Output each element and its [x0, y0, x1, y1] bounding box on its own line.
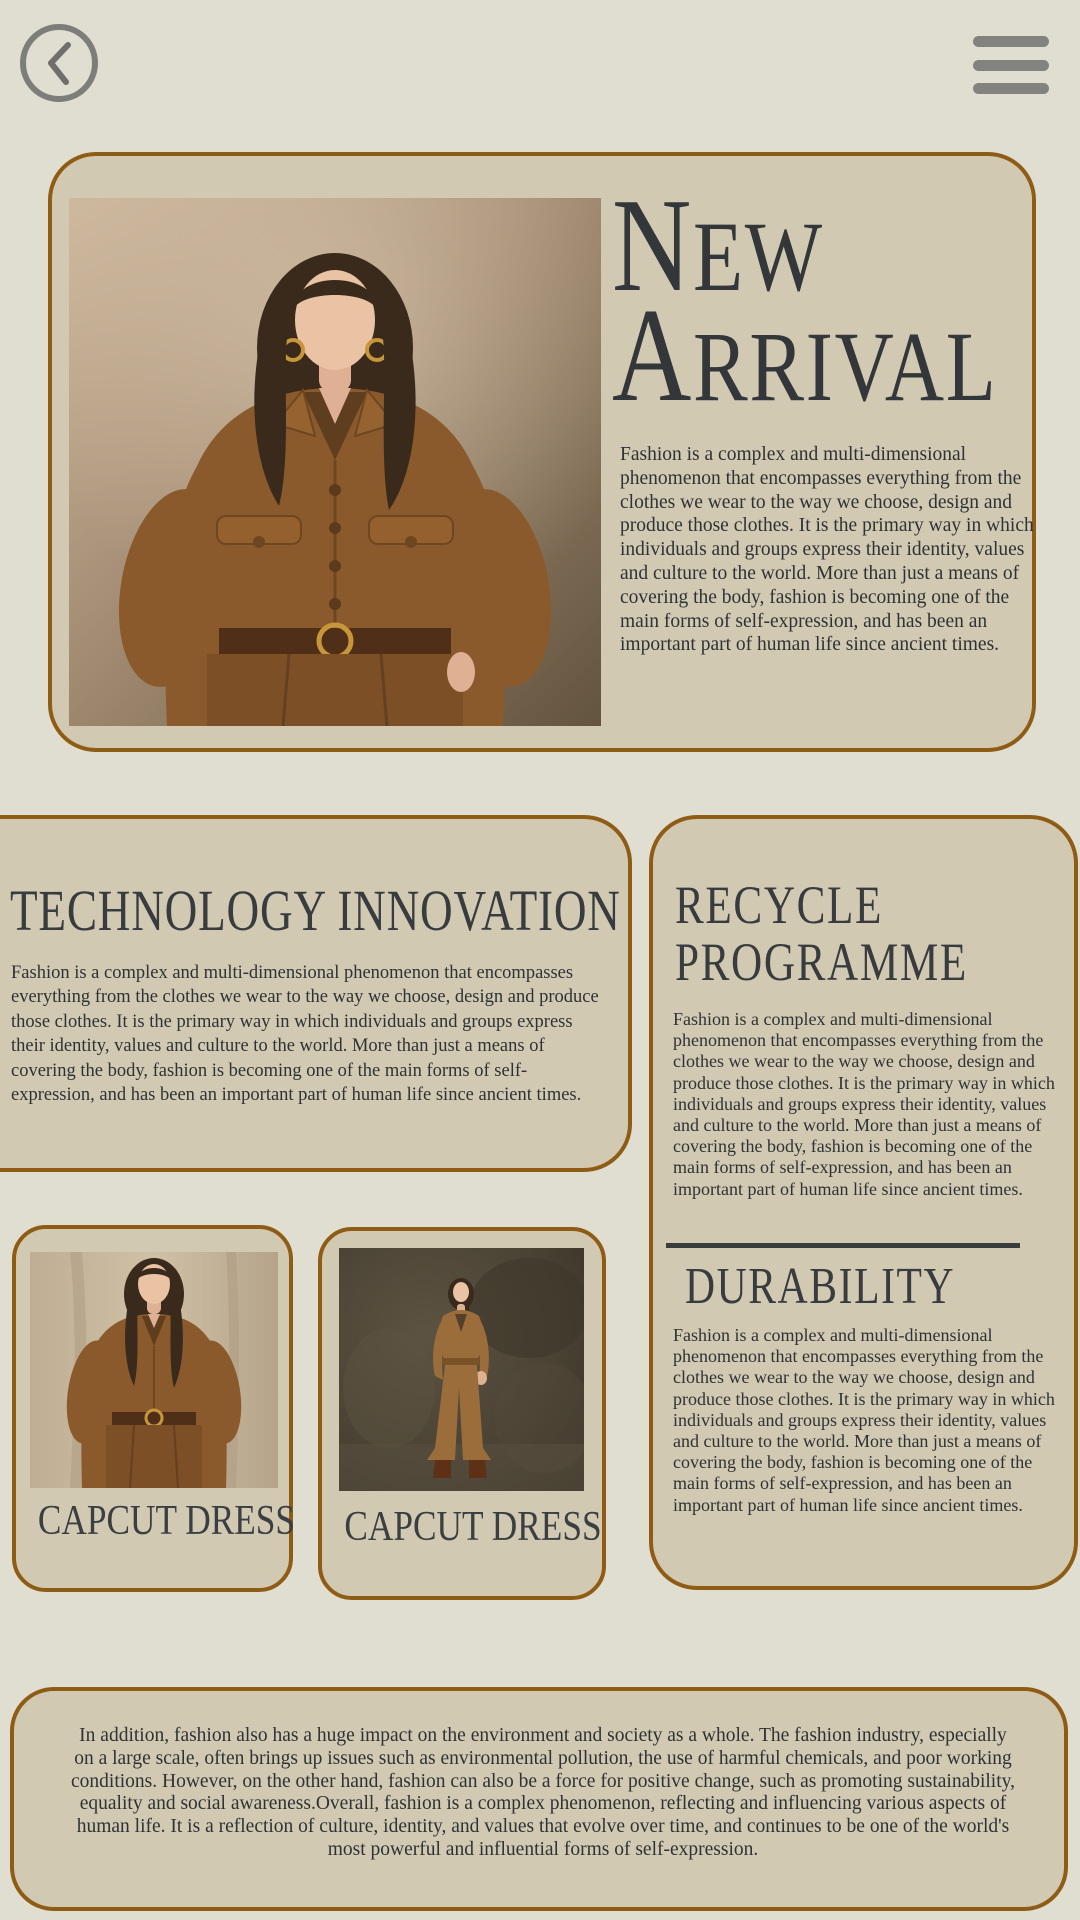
- durability-paragraph: Fashion is a complex and multi-dimensional phenomenon that encompasses everything from the clothes we wear to the way we choose, design and produce those clothes. It is the primary way in which individuals and groups express their identity, values and culture to the world. More than just a means of covering the body, fashion is becoming one of the main forms of self-expression, and has been an important part of human life since ancient times.: [673, 1325, 1055, 1515]
- hero-title: [612, 171, 1038, 429]
- section-divider: [666, 1243, 1020, 1248]
- technology-innovation-card: [0, 815, 632, 1172]
- hamburger-icon: [973, 36, 1049, 47]
- recycle-title: [675, 877, 968, 991]
- hero-title-line1: NEW: [612, 171, 824, 319]
- hamburger-menu-button[interactable]: [973, 36, 1049, 94]
- recycle-title-line1: RECYCLE: [675, 875, 884, 935]
- product-2-label: CAPCUT DRESS: [344, 1504, 602, 1550]
- chevron-left-icon: [44, 41, 74, 85]
- recycle-title-line2: PROGRAMME: [675, 932, 968, 992]
- product-2-image: [339, 1248, 584, 1491]
- recycle-programme-card: [649, 815, 1078, 1590]
- durability-title: DURABILITY: [685, 1258, 956, 1315]
- new-arrival-card: [48, 152, 1036, 752]
- hero-image: [69, 198, 601, 726]
- hero-paragraph: Fashion is a complex and multi-dimensional phenomenon that encompasses everything from the clothes we wear to the way we choose, design and produce those clothes. It is the primary way in which individuals and groups express their identity, values and culture to the world. More than just a means of covering the body, fashion is becoming one of the main forms of self-expression, and has been an important part of human life since ancient times.: [620, 444, 1034, 656]
- recycle-paragraph: Fashion is a complex and multi-dimensional phenomenon that encompasses everything from the clothes we wear to the way we choose, design and produce those clothes. It is the primary way in which individuals and groups express their identity, values and culture to the world. More than just a means of covering the body, fashion is becoming one of the main forms of self-expression, and has been an important part of human life since ancient times.: [673, 1009, 1055, 1199]
- footer-card: [10, 1687, 1068, 1911]
- product-1-image: [30, 1252, 278, 1488]
- product-card-1[interactable]: [12, 1225, 296, 1592]
- product-1-label: CAPCUT DRESS: [37, 1498, 296, 1544]
- technology-paragraph: Fashion is a complex and multi-dimensional phenomenon that encompasses everything from the clothes we wear to the way we choose, design and produce those clothes. It is the primary way in which individuals and groups express their identity, values and culture to the world. More than just a means of covering the body, fashion is becoming one of the main forms of self-expression, and has been an important part of human life since ancient times.: [11, 963, 599, 1106]
- technology-title: TECHNOLOGY INNOVATION: [10, 878, 621, 943]
- footer-paragraph: In addition, fashion also has a huge impact on the environment and society as a whole. The fashion industry, especially on a large scale, often brings up issues such as environmental pollution, the use of harmful chemicals, and poor working conditions. However, on the other hand, fashion can also be a force for positive change, such as promoting sustainability, equality and social awareness.Overall, fashion is a complex phenomenon, reflecting and influencing various aspects of human life. It is a reflection of culture, identity, and values that evolve over time, and continues to be one of the world's most powerful and influential forms of self-expression.: [71, 1725, 1015, 1860]
- hero-title-line2: ARRIVAL: [612, 281, 998, 429]
- product-card-2[interactable]: [318, 1227, 606, 1600]
- back-button[interactable]: [20, 24, 98, 102]
